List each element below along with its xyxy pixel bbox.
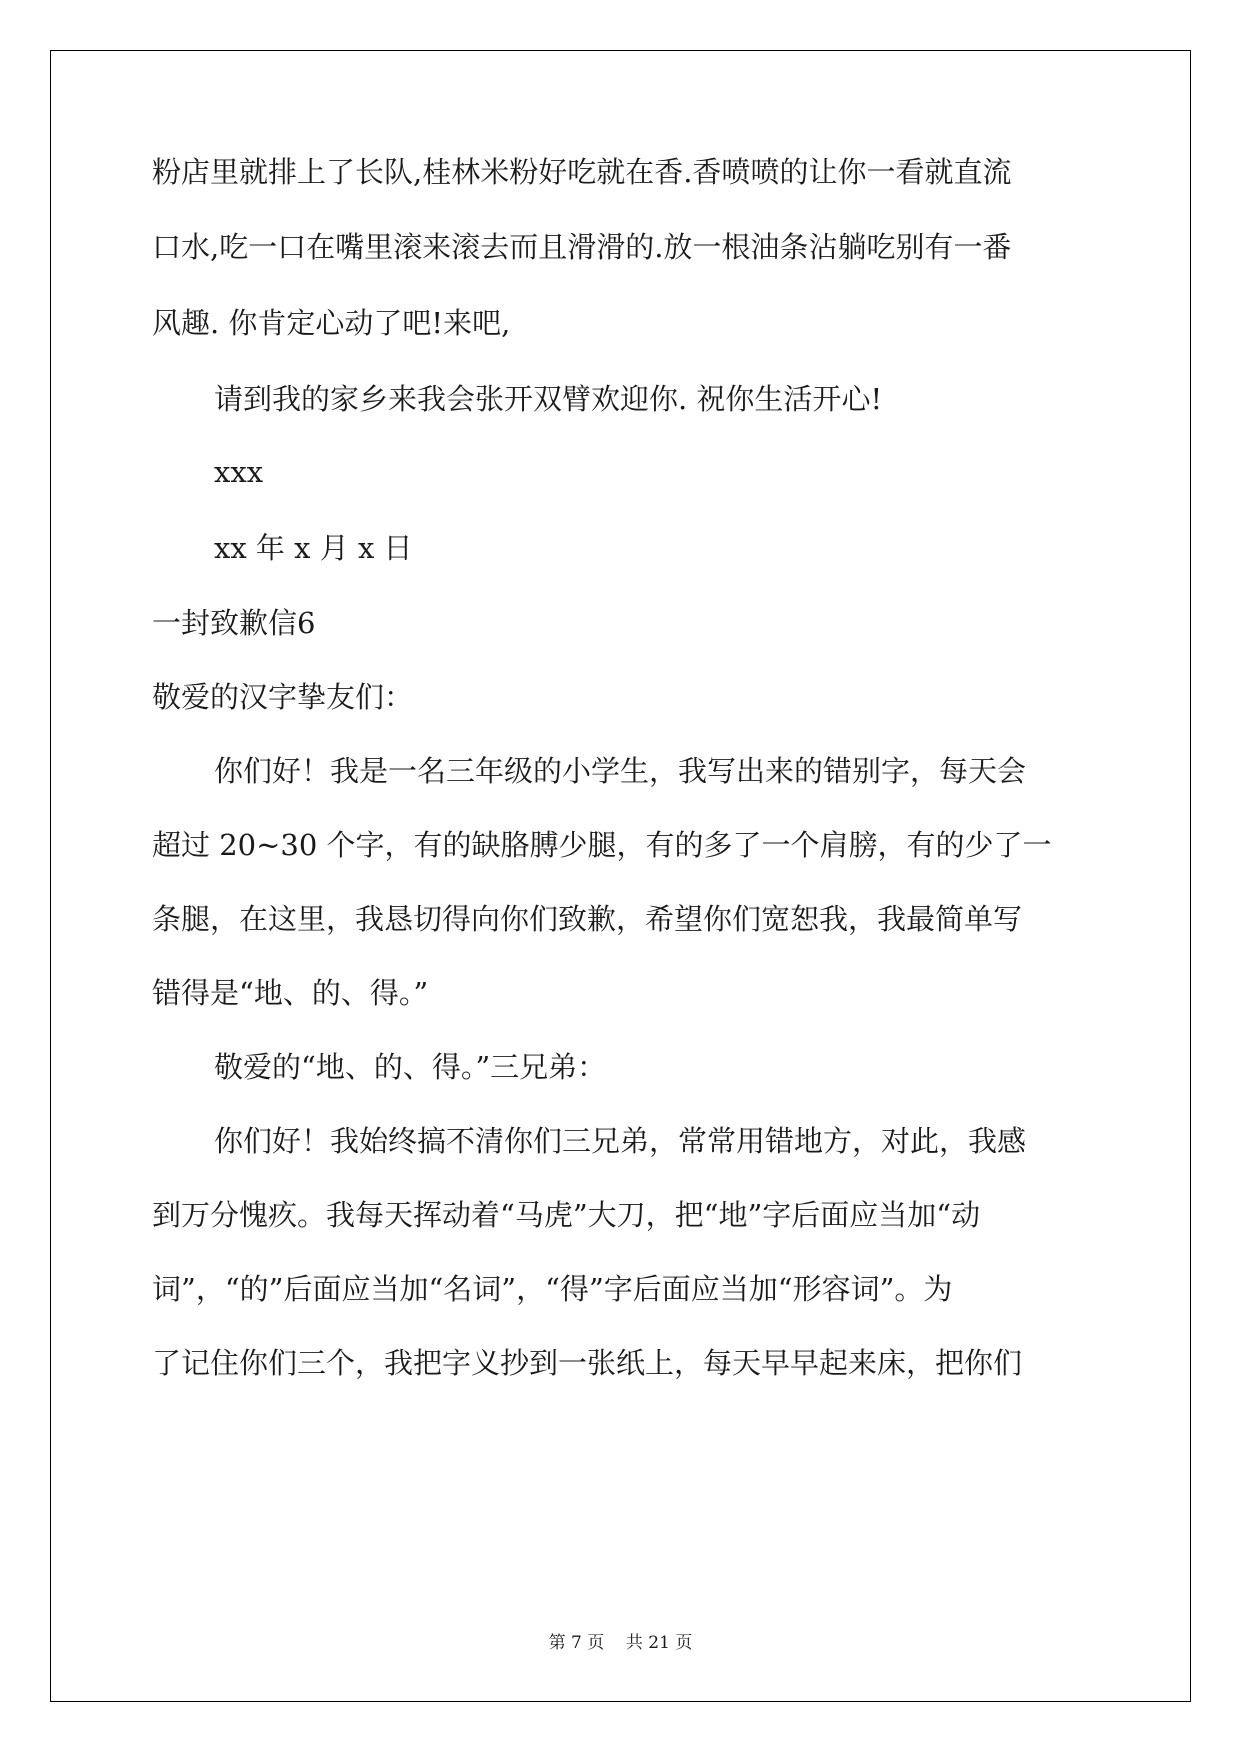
body-text-line: 口水,吃一口在嘴里滚来滚去而且滑滑的.放一根油条沾躺吃别有一番: [152, 230, 1012, 264]
body-text-line: 你们好！我始终搞不清你们三兄弟，常常用错地方，对此，我感: [214, 1124, 1027, 1158]
letter-heading: 一封致歉信6: [152, 606, 316, 640]
body-text-line: 了记住你们三个，我把字义抄到一张纸上，每天早早起来床，把你们: [152, 1346, 1023, 1380]
body-text-line: 错得是“地、的、得。”: [152, 976, 429, 1010]
body-text-line: 粉店里就排上了长队,桂林米粉好吃就在香.香喷喷的让你一看就直流: [152, 155, 1012, 189]
page-number: 第 7 页 共 21 页: [548, 1633, 693, 1653]
body-text-line: 风趣. 你肯定心动了吧!来吧,: [152, 306, 511, 340]
body-text-line: 超过 20~30 个字，有的缺胳膊少腿，有的多了一个肩膀，有的少了一: [152, 828, 1052, 862]
body-text-line: 词”，“的”后面应当加“名词”，“得”字后面应当加“形容词”。为: [152, 1272, 953, 1306]
signature-name: xxx: [214, 455, 264, 489]
body-text-line: 请到我的家乡来我会张开双臂欢迎你. 祝你生活开心!: [214, 382, 883, 416]
body-text-line: 敬爱的“地、的、得。”三兄弟：: [214, 1050, 607, 1084]
body-text-line: 你们好！我是一名三年级的小学生，我写出来的错别字，每天会: [214, 754, 1027, 788]
letter-salutation: 敬爱的汉字挚友们：: [152, 680, 414, 714]
page-border: [50, 50, 1191, 1702]
body-text-line: 条腿，在这里，我恳切得向你们致歉，希望你们宽恕我，我最简单写: [152, 902, 1023, 936]
body-text-line: 到万分愧疚。我每天挥动着“马虎”大刀，把“地”字后面应当加“动: [152, 1198, 981, 1232]
letter-date: xx 年 x 月 x 日: [214, 531, 413, 565]
